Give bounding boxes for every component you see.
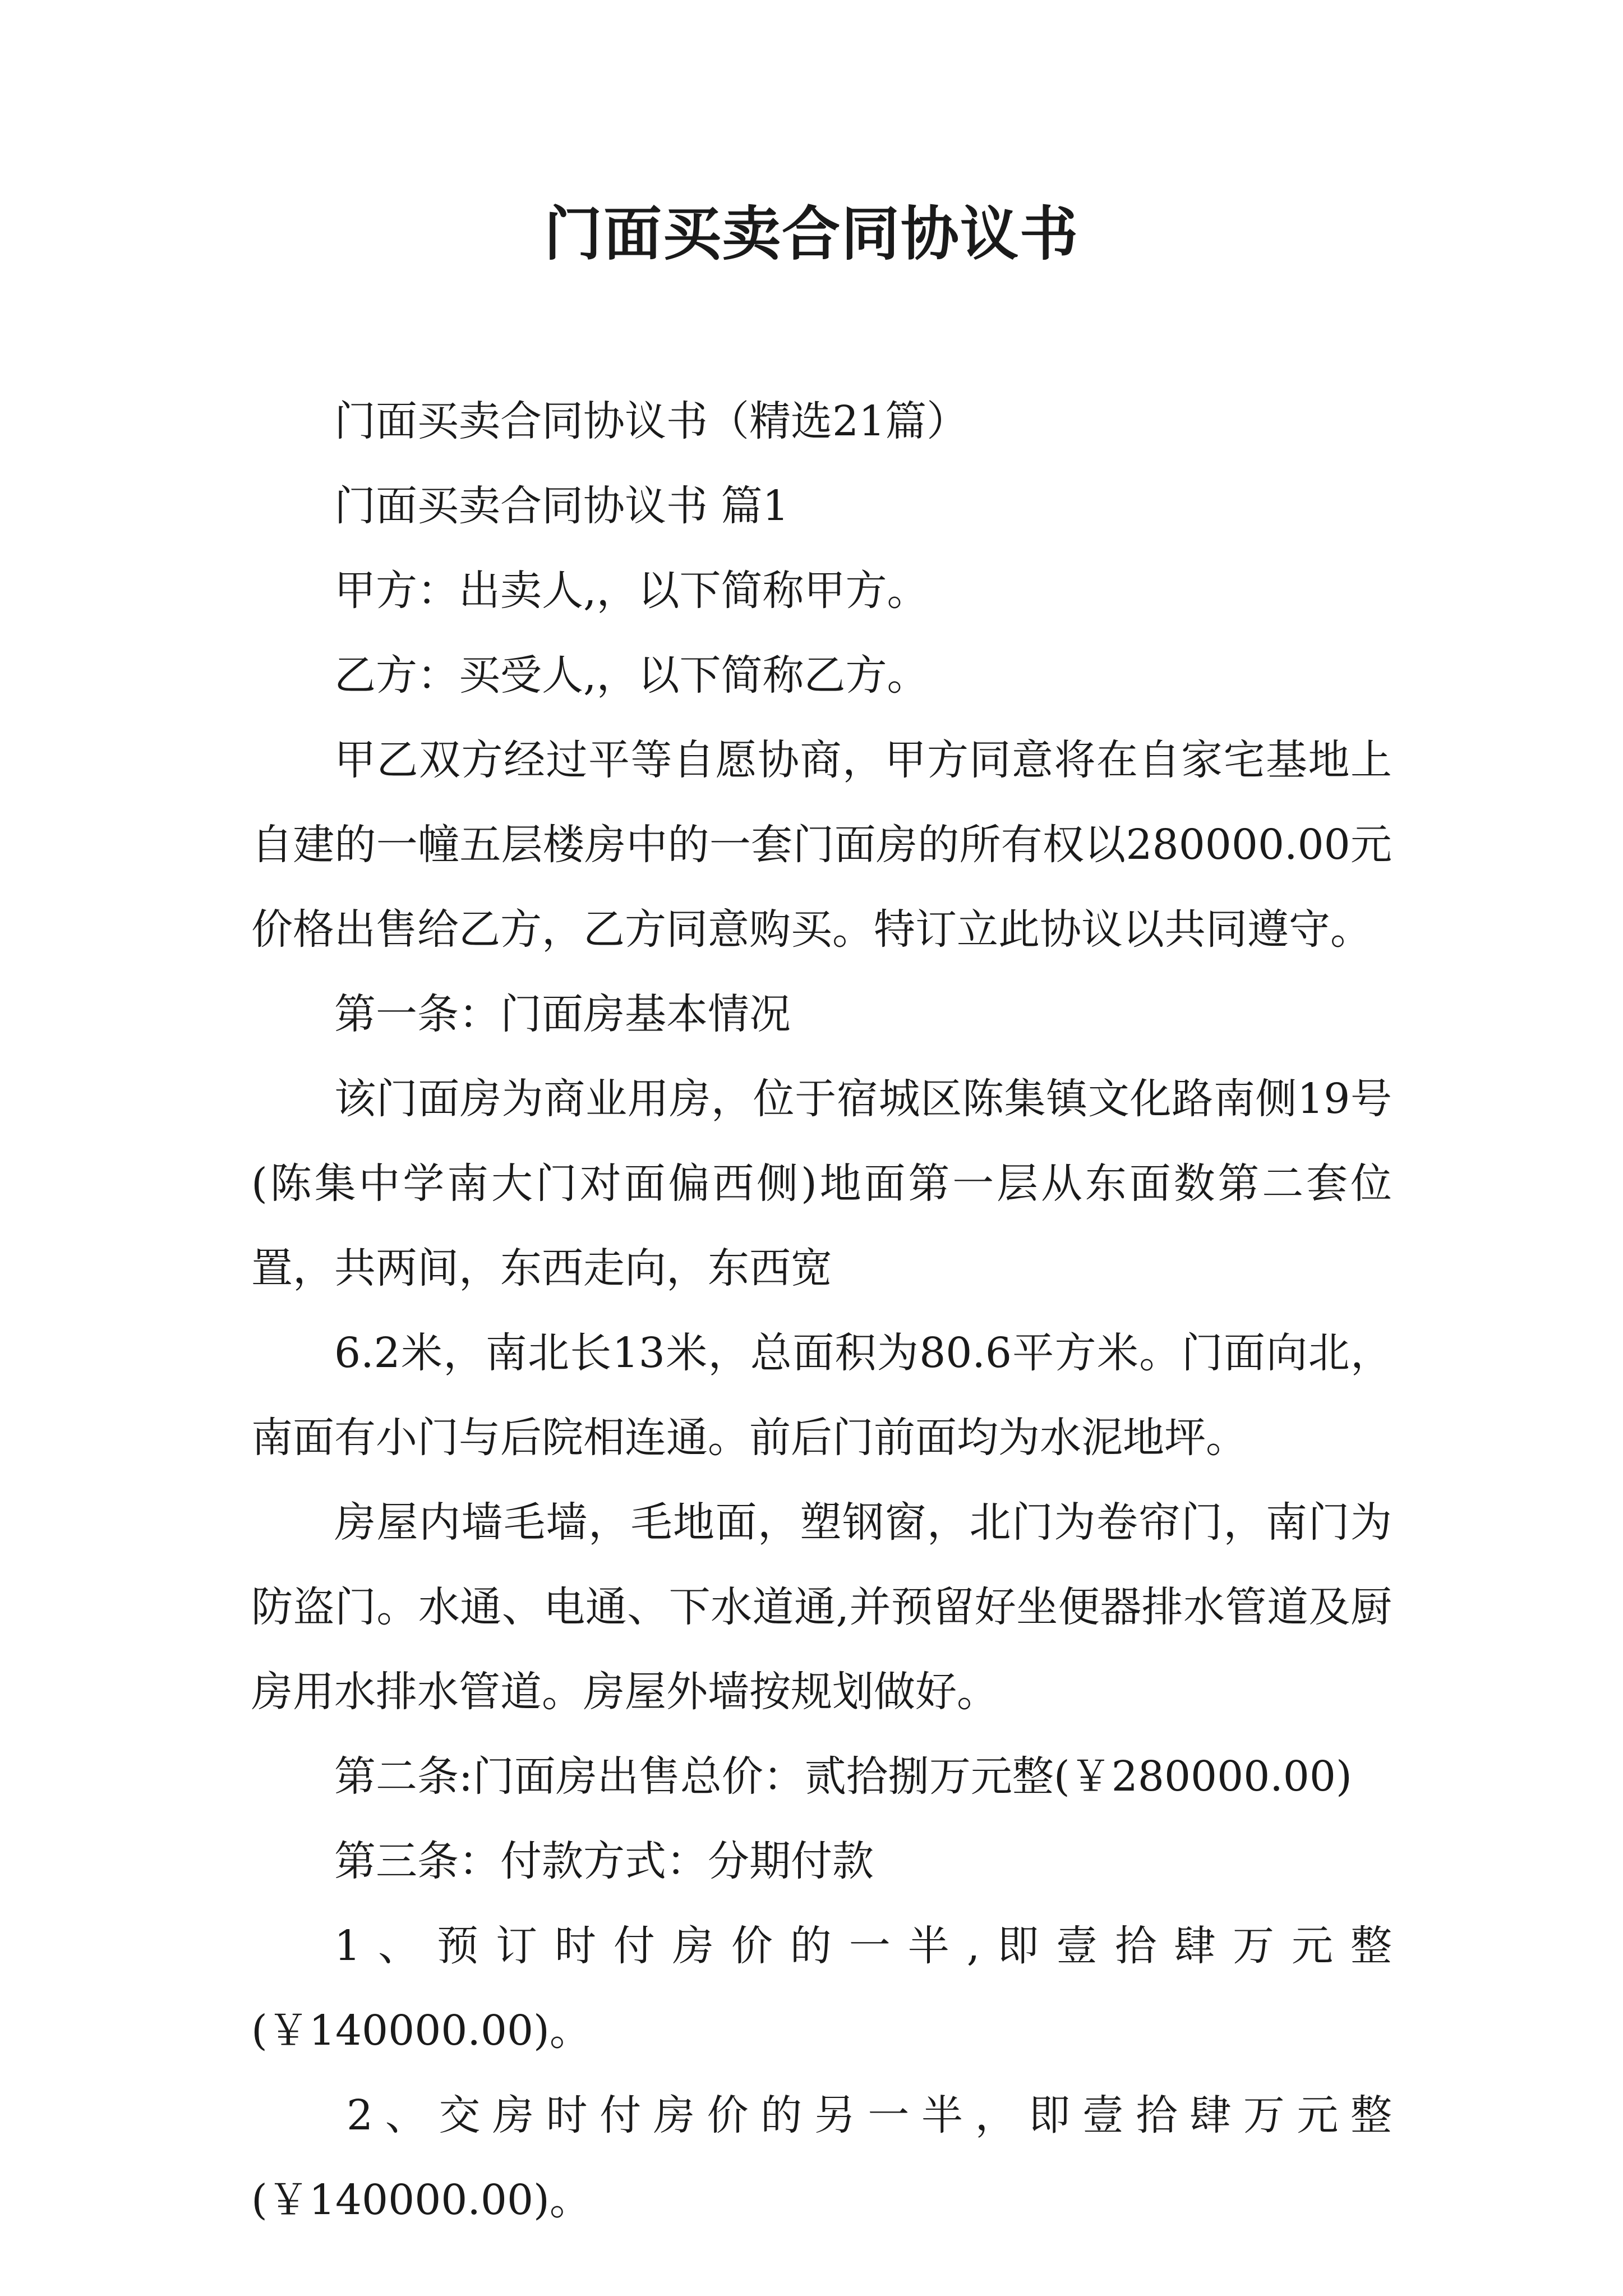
paragraph-subtitle: 门面买卖合同协议书（精选21篇） xyxy=(334,397,969,445)
paragraph-agreement-intro: 甲乙双方经过平等自愿协商，甲方同意将在自家宅基地上自建的一幢五层楼房中的一套门面房的所有权以280000.00元价格出售给乙方，乙方同意购买。特订立此协议以共同遵守。 xyxy=(251,736,1392,954)
paragraph-section-heading: 门面买卖合同协议书 篇1 xyxy=(334,482,789,530)
paragraph-party-b: 乙方：买受人,，以下简称乙方。 xyxy=(334,651,929,700)
paragraph-article-3-payment: 第三条：付款方式：分期付款 xyxy=(334,1837,874,1885)
paragraph-property-condition: 房屋内墙毛墙，毛地面，塑钢窗，北门为卷帘门，南门为防盗门。水通、电通、下水道通,并预留好坐便器排水管道及厨房用水排水管道。房屋外墙按规划做好。 xyxy=(251,1498,1392,1716)
paragraph-payment-item-2: 2、交房时付房价的另一半，即壹拾肆万元整(￥140000.00)。 xyxy=(251,2091,1392,2224)
paragraph-property-dimensions: 6.2米，南北长13米，总面积为80.6平方米。门面向北，南面有小门与后院相连通。前后门前面均为水泥地坪。 xyxy=(251,1329,1392,1462)
paragraph-party-a: 甲方：出卖人,，以下简称甲方。 xyxy=(334,567,929,615)
paragraph-article-2-price: 第二条:门面房出售总价：贰拾捌万元整(￥280000.00) xyxy=(334,1752,1352,1801)
paragraph-article-1-heading: 第一条：门面房基本情况 xyxy=(334,990,791,1038)
document-title: 门面买卖合同协议书 xyxy=(543,199,1079,268)
paragraph-payment-item-1: 1、预订时付房价的一半,即壹拾肆万元整(￥140000.00)。 xyxy=(251,1922,1392,2055)
paragraph-property-location: 该门面房为商业用房，位于宿城区陈集镇文化路南侧19号(陈集中学南大门对面偏西侧)地面第一层从东面数第二套位置，共两间，东西走向，东西宽 xyxy=(251,1075,1392,1292)
document-body xyxy=(251,379,1392,2243)
